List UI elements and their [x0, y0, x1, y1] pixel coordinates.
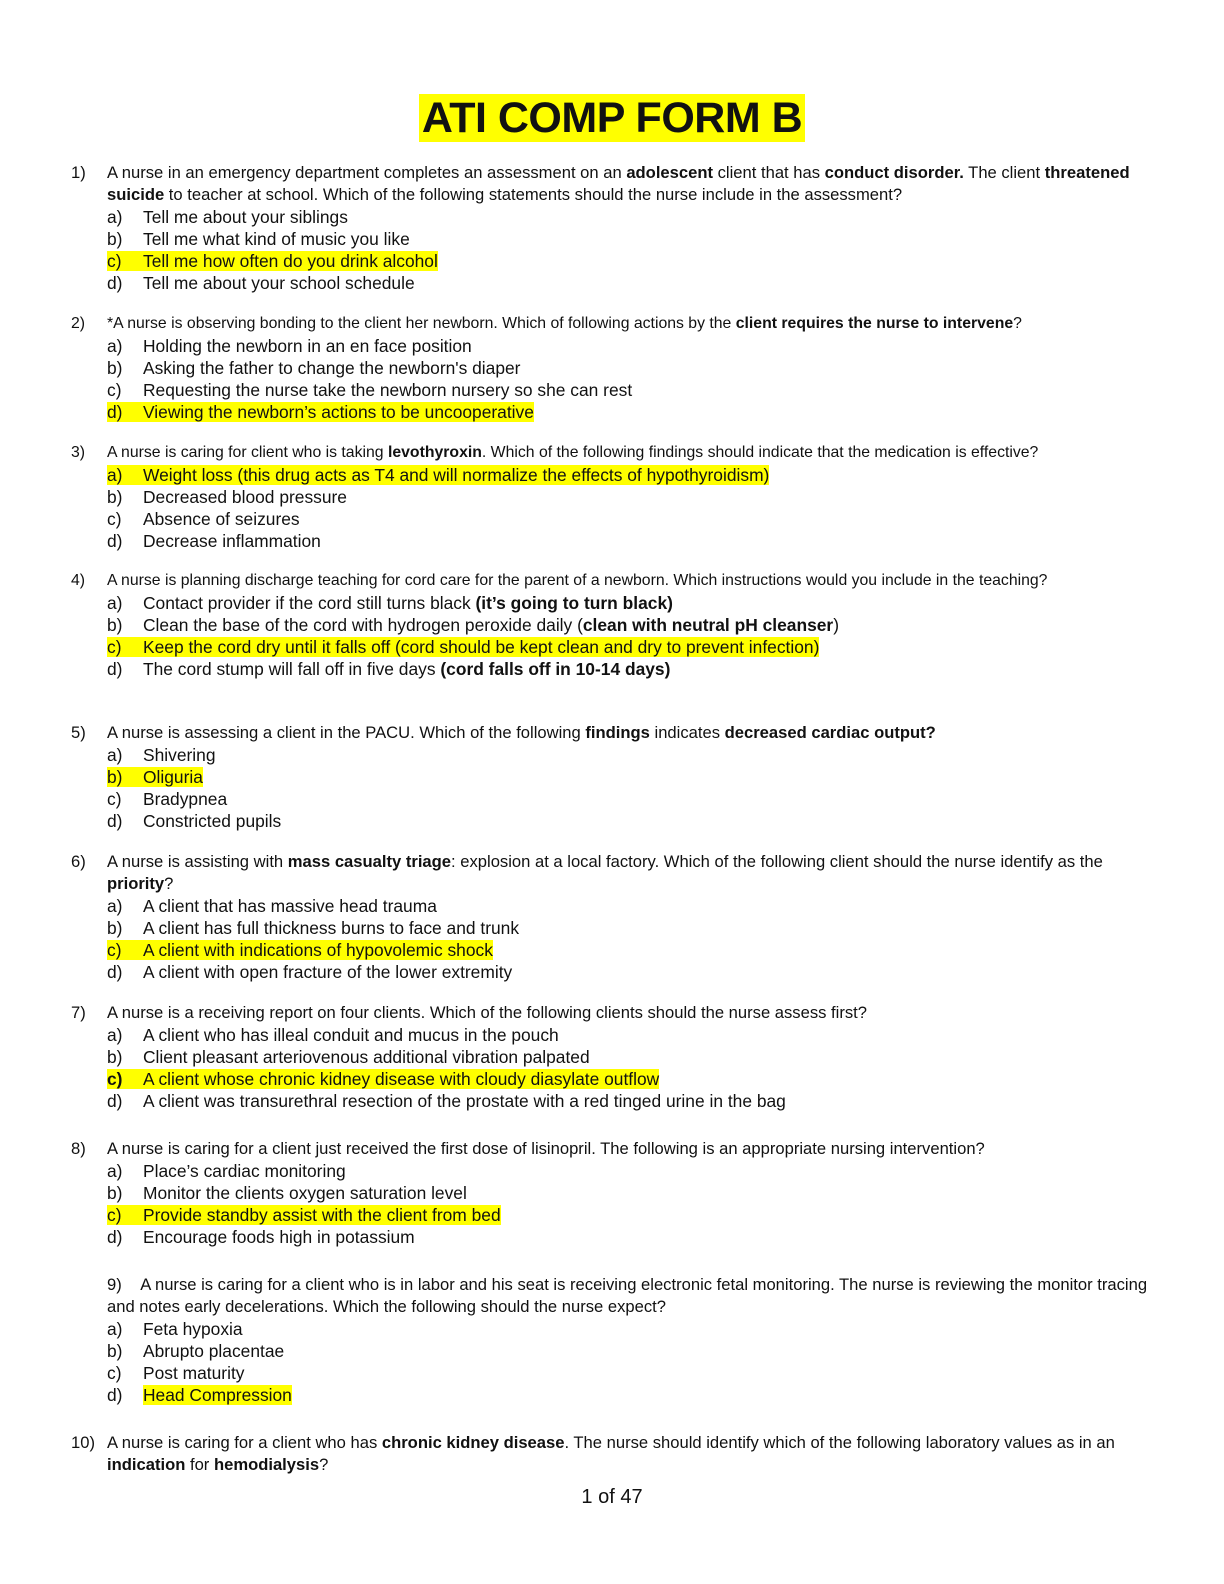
option-text: Decreased blood pressure [143, 487, 347, 507]
answer-highlight [107, 402, 534, 422]
question-stem [71, 851, 1151, 895]
answer-option [71, 357, 1151, 379]
option-text: Tell me how often do you drink alcohol [143, 251, 438, 271]
option-label: c) [107, 1069, 123, 1089]
answer-option [71, 788, 1151, 810]
option-label: a) [107, 745, 123, 765]
question-stem [71, 162, 1151, 206]
text-run: Clean the base of the cord with hydrogen peroxide daily ( [143, 615, 583, 635]
text-run: A nurse is planning discharge teaching for cord care for the parent of a newborn. Which instructions would you include in the teaching? [107, 572, 1048, 589]
question-7 [71, 1002, 1151, 1112]
answer-options [71, 335, 1151, 423]
text-run: A nurse is assessing a client in the PACU. Which of the following [107, 723, 586, 742]
option-text: Asking the father to change the newborn's diaper [143, 358, 521, 378]
option-label: d) [107, 273, 123, 293]
answer-options [71, 206, 1151, 294]
option-text: Encourage foods high in potassium [143, 1227, 415, 1247]
question-2 [71, 313, 1151, 423]
question-3 [71, 442, 1151, 552]
question-stem [71, 1138, 1151, 1160]
option-label: a) [107, 336, 123, 356]
question-stem [71, 722, 1151, 744]
option-label: a) [107, 593, 123, 613]
option-text: Decrease inflammation [143, 531, 321, 551]
text-run: The client [963, 163, 1045, 182]
text-run: A nurse is assisting with [107, 852, 288, 871]
answer-option [71, 961, 1151, 983]
answer-option [71, 1160, 1151, 1182]
option-label: c) [107, 637, 122, 657]
answer-option-correct [71, 250, 1151, 272]
bold-text: levothyroxin [387, 444, 482, 461]
bold-text: (cord falls off in 10-14 days) [440, 659, 671, 679]
answer-highlight [107, 1205, 501, 1225]
option-text: Provide standby assist with the client from bed [143, 1205, 501, 1225]
answer-option [71, 810, 1151, 832]
answer-option [71, 1090, 1151, 1112]
text-run: ? [319, 1455, 329, 1474]
question-number: 9) [107, 1275, 141, 1294]
answer-option-correct [71, 1068, 1151, 1090]
option-text [143, 615, 839, 635]
text-run: : explosion at a local factory. Which of the following client should the nurse identify as the [451, 852, 1103, 871]
answer-option [71, 895, 1151, 917]
option-text: Feta hypoxia [143, 1319, 243, 1339]
option-text: Tell me about your siblings [143, 207, 348, 227]
text-run: The cord stump will fall off in five days [143, 659, 441, 679]
document-title [0, 92, 1224, 144]
answer-options [71, 1160, 1151, 1248]
answer-option-correct [71, 1384, 1151, 1406]
option-label: c) [107, 789, 122, 809]
text-run: client that has [713, 163, 825, 182]
question-10 [71, 1432, 1151, 1476]
text-run: to teacher at school. Which of the following statements should the nurse include in the assessment? [164, 185, 903, 204]
bold-text: hemodialysis [213, 1455, 320, 1474]
option-label: a) [107, 465, 123, 485]
option-text: A client whose chronic kidney disease with cloudy diasylate outflow [143, 1069, 660, 1089]
answer-option [71, 744, 1151, 766]
question-stem [71, 313, 1151, 335]
answer-option [71, 206, 1151, 228]
option-text: A client that has massive head trauma [143, 896, 437, 916]
option-text: Absence of seizures [143, 509, 300, 529]
option-label: d) [107, 962, 123, 982]
answer-option [71, 592, 1151, 614]
answer-option-correct [71, 464, 1151, 486]
option-text: Tell me what kind of music you like [143, 229, 410, 249]
bold-text: mass casualty triage [287, 852, 452, 871]
option-text: Keep the cord dry until it falls off (cord should be kept clean and dry to prevent infection) [143, 637, 820, 657]
question-number: 2) [71, 315, 86, 332]
answer-option [71, 1340, 1151, 1362]
bold-text: threatened suicide [107, 163, 1130, 204]
option-text [143, 659, 670, 679]
option-label: a) [107, 1319, 123, 1339]
answer-option [71, 614, 1151, 636]
bold-text: adolescent [626, 163, 714, 182]
answer-highlight [107, 637, 819, 657]
bold-text: conduct disorder. [824, 163, 964, 182]
option-text: A client with indications of hypovolemic shock [143, 940, 493, 960]
answer-option-correct [71, 401, 1151, 423]
bold-text: clean with neutral pH cleanser [582, 615, 834, 635]
text-run: Contact provider if the cord still turns black [143, 593, 476, 613]
option-label: c) [107, 380, 122, 400]
option-label: b) [107, 1047, 123, 1067]
option-text: Tell me about your school schedule [143, 273, 415, 293]
option-label: a) [107, 207, 123, 227]
answer-option [71, 508, 1151, 530]
answer-option [71, 1046, 1151, 1068]
question-stem [71, 1274, 1151, 1318]
answer-options [71, 592, 1151, 680]
option-label: b) [107, 229, 123, 249]
answer-option [71, 658, 1151, 680]
option-text: Post maturity [143, 1363, 245, 1383]
bold-text: client requires the nurse to intervene [735, 315, 1014, 332]
option-text: Abrupto placentae [143, 1341, 285, 1361]
question-number: 5) [71, 723, 86, 742]
bold-text: (it’s going to turn black) [475, 593, 673, 613]
option-label: d) [107, 659, 123, 679]
answer-option [71, 486, 1151, 508]
answer-options [71, 1318, 1151, 1406]
option-label: b) [107, 1183, 123, 1203]
answer-options [71, 1024, 1151, 1112]
question-stem [71, 570, 1151, 592]
bold-text: indication [107, 1455, 186, 1474]
option-label: d) [107, 402, 123, 422]
answer-option [71, 1362, 1151, 1384]
answer-options [71, 744, 1151, 832]
option-text: Monitor the clients oxygen saturation level [143, 1183, 467, 1203]
answer-highlight [107, 251, 438, 271]
text-run: ) [833, 615, 839, 635]
answer-option [71, 1024, 1151, 1046]
option-text: Client pleasant arteriovenous additional vibration palpated [143, 1047, 590, 1067]
option-text: Head Compression [143, 1385, 292, 1405]
option-text: Place’s cardiac monitoring [143, 1161, 346, 1181]
option-label: b) [107, 358, 123, 378]
text-run: A nurse is a receiving report on four clients. Which of the following clients should the nurse assess first? [107, 1003, 867, 1022]
option-label: d) [107, 1385, 123, 1405]
option-label: a) [107, 1161, 123, 1181]
option-text: Viewing the newborn’s actions to be uncooperative [143, 402, 534, 422]
text-run: A nurse is caring for a client who has [107, 1433, 382, 1452]
answer-option [71, 530, 1151, 552]
option-label: d) [107, 1091, 123, 1111]
option-label: a) [107, 1025, 123, 1045]
answer-option [71, 379, 1151, 401]
option-label: a) [107, 896, 123, 916]
answer-highlight [107, 465, 769, 485]
option-text: A client was transurethral resection of the prostate with a red tinged urine in the bag [143, 1091, 786, 1111]
text-run: . The nurse should identify which of the following laboratory values as in an [564, 1433, 1115, 1452]
title-text: ATI COMP FORM B [419, 94, 805, 142]
option-label: c) [107, 251, 122, 271]
text-run: ? [164, 874, 174, 893]
answer-option-correct [71, 1204, 1151, 1226]
question-4 [71, 570, 1151, 680]
text-run: ? [1013, 315, 1022, 332]
option-label: c) [107, 1363, 122, 1383]
bold-text: findings [585, 723, 650, 742]
question-number: 3) [71, 444, 86, 461]
question-number: 10) [71, 1433, 95, 1452]
answer-option [71, 1182, 1151, 1204]
answer-highlight [107, 767, 203, 787]
answer-option-correct [71, 636, 1151, 658]
question-stem [71, 1002, 1151, 1024]
answer-highlight [107, 940, 493, 960]
question-8 [71, 1138, 1151, 1248]
text-run: for [185, 1455, 214, 1474]
text-run: . Which of the following findings should indicate that the medication is effective? [481, 444, 1039, 461]
option-text: Oliguria [143, 767, 203, 787]
option-text [143, 593, 673, 613]
option-label: b) [107, 615, 123, 635]
answer-option [71, 228, 1151, 250]
option-label: c) [107, 940, 122, 960]
answer-highlight [107, 1069, 659, 1089]
option-label: c) [107, 509, 122, 529]
option-text: A client who has illeal conduit and mucus in the pouch [143, 1025, 559, 1045]
question-1 [71, 162, 1151, 294]
option-label: b) [107, 487, 123, 507]
answer-options [71, 464, 1151, 552]
answer-option-correct [71, 939, 1151, 961]
option-text: Constricted pupils [143, 811, 282, 831]
bold-text: priority [107, 874, 165, 893]
option-label: b) [107, 1341, 123, 1361]
text-run: A nurse in an emergency department completes an assessment on an [107, 163, 627, 182]
option-text: Weight loss (this drug acts as T4 and will normalize the effects of hypothyroidism) [143, 465, 770, 485]
option-label: b) [107, 767, 123, 787]
option-text: Bradypnea [143, 789, 228, 809]
option-label: d) [107, 1227, 123, 1247]
text-run: A nurse is caring for a client just received the first dose of lisinopril. The following is an appropriate nursing intervention? [107, 1139, 985, 1158]
text-run: A nurse is caring for client who is taking [107, 444, 388, 461]
option-text: Holding the newborn in an en face position [143, 336, 472, 356]
bold-text: decreased cardiac output? [724, 723, 936, 742]
option-label: b) [107, 918, 123, 938]
answer-option [71, 1318, 1151, 1340]
answer-option [71, 917, 1151, 939]
question-number: 4) [71, 572, 86, 589]
question-6 [71, 851, 1151, 983]
answer-option [71, 335, 1151, 357]
option-text: Shivering [143, 745, 216, 765]
option-label: c) [107, 1205, 122, 1225]
question-number: 6) [71, 852, 86, 871]
option-text: Requesting the nurse take the newborn nursery so she can rest [143, 380, 633, 400]
page-number: 1 of 47 [581, 1486, 643, 1508]
option-label: d) [107, 811, 123, 831]
question-number: 1) [71, 163, 86, 182]
text-run: A nurse is caring for a client who is in labor and his seat is receiving electronic fetal monitoring. The nurse is reviewing the monitor tracing and notes early decelerations. Which the following should the nurse expect? [107, 1275, 1148, 1316]
question-number: 7) [71, 1003, 86, 1022]
question-stem [71, 1432, 1151, 1476]
answer-option [71, 1226, 1151, 1248]
text-run: indicates [649, 723, 725, 742]
answer-option-correct [71, 766, 1151, 788]
answer-options [71, 895, 1151, 983]
question-9 [71, 1274, 1151, 1406]
answer-option [71, 272, 1151, 294]
option-text: A client has full thickness burns to face and trunk [143, 918, 520, 938]
option-label: d) [107, 531, 123, 551]
bold-text: chronic kidney disease [381, 1433, 565, 1452]
text-run: *A nurse is observing bonding to the client her newborn. Which of following actions by the [107, 315, 736, 332]
option-text: A client with open fracture of the lower extremity [143, 962, 513, 982]
question-stem [71, 442, 1151, 464]
question-5 [71, 722, 1151, 832]
question-number: 8) [71, 1139, 86, 1158]
